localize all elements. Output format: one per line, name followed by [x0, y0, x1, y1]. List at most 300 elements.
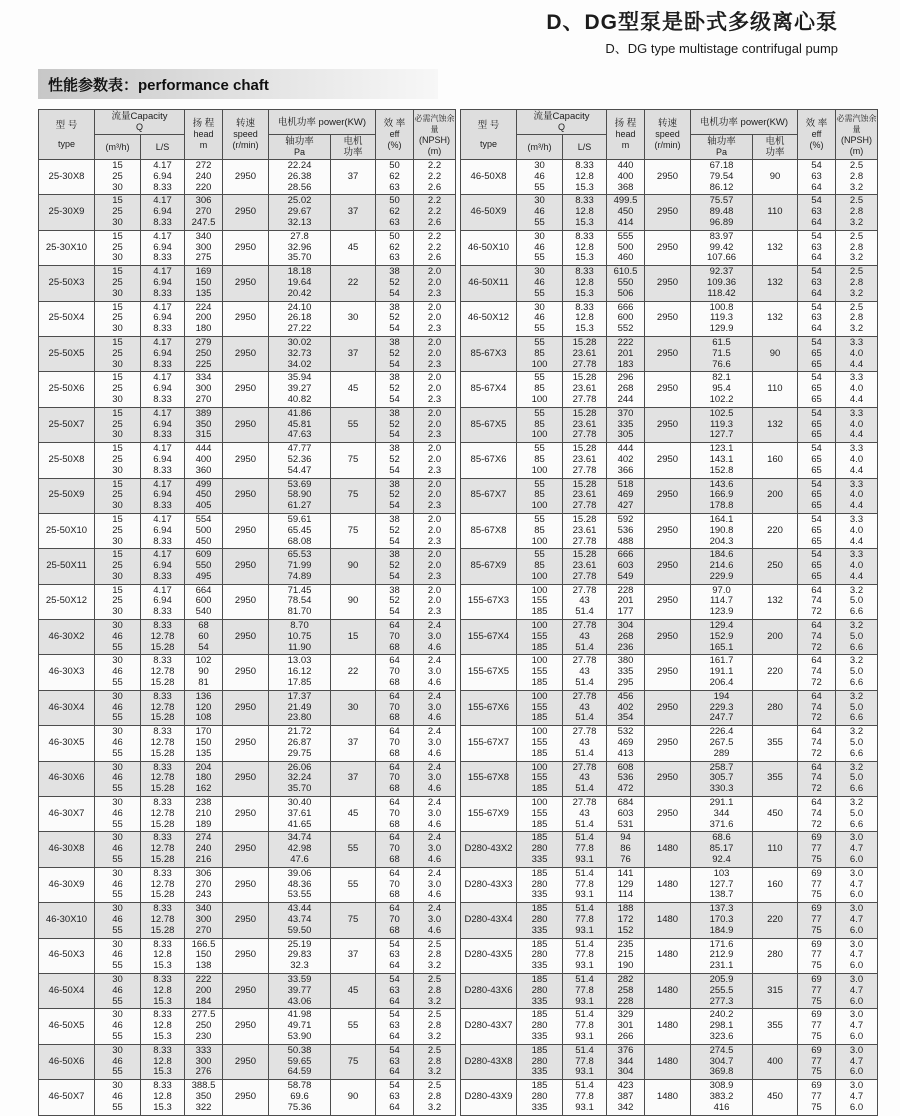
pump-row	[461, 690, 878, 725]
page-subtitle: D、DG type multistage contrifugal pump	[605, 41, 838, 56]
pump-row	[39, 584, 456, 619]
shaft-power-values: 68.6 85.17 92.4	[691, 832, 753, 867]
capacity-ls: 4.17 6.94 8.33	[141, 336, 185, 371]
npsh-values: 3.3 4.0 4.4	[836, 478, 878, 513]
motor-power-value: 55	[331, 407, 376, 442]
motor-power-value: 55	[331, 832, 376, 867]
pump-type: 46-30X9	[39, 867, 95, 902]
pump-type: 155-67X8	[461, 761, 517, 796]
eff-values: 54 63 64	[798, 301, 836, 336]
capacity-ls: 8.33 12.78 15.28	[141, 867, 185, 902]
capacity-m3h: 100 155 185	[517, 655, 563, 690]
npsh-values: 3.2 5.0 6.6	[836, 584, 878, 619]
pump-row	[461, 266, 878, 301]
eff-values: 64 70 68	[376, 655, 414, 690]
capacity-m3h: 30 46 55	[95, 655, 141, 690]
capacity-ls: 4.17 6.94 8.33	[141, 513, 185, 548]
eff-values: 54 63 64	[798, 266, 836, 301]
pump-row	[461, 336, 878, 371]
npsh-values: 3.0 4.7 6.0	[836, 973, 878, 1008]
col-eff: 效 率 eff (%)	[798, 110, 836, 160]
pump-row	[39, 336, 456, 371]
npsh-values: 2.0 2.0 2.3	[414, 301, 456, 336]
head-values: 444 402 366	[607, 443, 645, 478]
shaft-power-values: 129.4 152.9 165.1	[691, 620, 753, 655]
pump-type: 46-50X9	[461, 195, 517, 230]
pump-row	[461, 655, 878, 690]
pump-type: 25-50X4	[39, 301, 95, 336]
eff-values: 69 77 75	[798, 938, 836, 973]
capacity-ls: 51.4 77.8 93.1	[563, 832, 607, 867]
speed-value: 2950	[645, 584, 691, 619]
capacity-m3h: 30 46 55	[517, 266, 563, 301]
col-head: 扬 程 head m	[185, 110, 223, 160]
capacity-m3h: 55 85 100	[517, 372, 563, 407]
shaft-power-values: 26.06 32.24 35.70	[269, 761, 331, 796]
pump-type: 25-50X6	[39, 372, 95, 407]
pump-row	[39, 797, 456, 832]
capacity-ls: 4.17 6.94 8.33	[141, 443, 185, 478]
head-values: 222 201 183	[607, 336, 645, 371]
head-values: 188 172 152	[607, 903, 645, 938]
capacity-m3h: 100 155 185	[517, 797, 563, 832]
shaft-power-values: 47.77 52.36 54.47	[269, 443, 331, 478]
pump-type: 155-67X9	[461, 797, 517, 832]
eff-values: 38 52 54	[376, 513, 414, 548]
motor-power-value: 132	[753, 266, 798, 301]
col-capacity-m3h: (m³/h)	[517, 135, 563, 160]
col-capacity: 流量Capacity Q	[95, 110, 185, 135]
head-values: 204 180 162	[185, 761, 223, 796]
capacity-m3h: 100 155 185	[517, 726, 563, 761]
head-values: 136 120 108	[185, 690, 223, 725]
speed-value: 2950	[223, 301, 269, 336]
pump-row	[39, 832, 456, 867]
capacity-ls: 8.33 12.78 15.28	[141, 690, 185, 725]
capacity-m3h: 185 280 335	[517, 973, 563, 1008]
pump-row	[461, 230, 878, 265]
col-speed: 转速 speed (r/min)	[645, 110, 691, 160]
capacity-m3h: 15 25 30	[95, 372, 141, 407]
speed-value: 2950	[645, 301, 691, 336]
head-values: 684 603 531	[607, 797, 645, 832]
motor-power-value: 37	[331, 761, 376, 796]
pump-type: 85-67X4	[461, 372, 517, 407]
capacity-ls: 15.28 23.61 27.78	[563, 513, 607, 548]
capacity-ls: 27.78 43 51.4	[563, 726, 607, 761]
speed-value: 1480	[645, 832, 691, 867]
eff-values: 50 62 63	[376, 160, 414, 195]
speed-value: 2950	[223, 230, 269, 265]
capacity-m3h: 15 25 30	[95, 584, 141, 619]
pump-type: 25-50X9	[39, 478, 95, 513]
pump-type: 46-50X11	[461, 266, 517, 301]
capacity-m3h: 15 25 30	[95, 549, 141, 584]
performance-table-right	[460, 109, 878, 1116]
capacity-m3h: 30 46 55	[95, 620, 141, 655]
npsh-values: 2.0 2.0 2.3	[414, 336, 456, 371]
shaft-power-values: 102.5 119.3 127.7	[691, 407, 753, 442]
capacity-m3h: 185 280 335	[517, 867, 563, 902]
capacity-ls: 15.28 23.61 27.78	[563, 443, 607, 478]
motor-power-value: 90	[753, 336, 798, 371]
shaft-power-values: 27.8 32.96 35.70	[269, 230, 331, 265]
eff-values: 54 63 64	[376, 1009, 414, 1044]
eff-values: 69 77 75	[798, 1009, 836, 1044]
table-header	[39, 110, 456, 160]
eff-values: 54 65 65	[798, 336, 836, 371]
motor-power-value: 22	[331, 655, 376, 690]
capacity-m3h: 55 85 100	[517, 478, 563, 513]
head-values: 170 150 135	[185, 726, 223, 761]
shaft-power-values: 226.4 267.5 289	[691, 726, 753, 761]
npsh-values: 2.5 2.8 3.2	[414, 1009, 456, 1044]
eff-values: 54 63 64	[376, 973, 414, 1008]
npsh-values: 2.4 3.0 4.6	[414, 690, 456, 725]
pump-type: 85-67X7	[461, 478, 517, 513]
capacity-m3h: 30 46 55	[95, 1009, 141, 1044]
npsh-values: 2.0 2.0 2.3	[414, 584, 456, 619]
col-head: 扬 程 head m	[607, 110, 645, 160]
shaft-power-values: 25.02 29.67 32.13	[269, 195, 331, 230]
capacity-ls: 8.33 12.78 15.28	[141, 903, 185, 938]
capacity-m3h: 30 46 55	[517, 160, 563, 195]
shaft-power-values: 164.1 190.8 204.3	[691, 513, 753, 548]
pump-type: 46-50X8	[461, 160, 517, 195]
head-values: 235 215 190	[607, 938, 645, 973]
motor-power-value: 75	[331, 513, 376, 548]
col-motor-power: 电机 功率	[753, 135, 798, 160]
capacity-m3h: 30 46 55	[95, 797, 141, 832]
pump-type: 155-67X5	[461, 655, 517, 690]
speed-value: 2950	[223, 195, 269, 230]
capacity-m3h: 30 46 55	[95, 1080, 141, 1115]
npsh-values: 2.5 2.8 3.2	[414, 973, 456, 1008]
eff-values: 64 70 68	[376, 867, 414, 902]
speed-value: 2950	[645, 478, 691, 513]
shaft-power-values: 67.18 79.54 86.12	[691, 160, 753, 195]
pump-row	[39, 1080, 456, 1115]
capacity-ls: 15.28 23.61 27.78	[563, 372, 607, 407]
head-values: 499 450 405	[185, 478, 223, 513]
pump-row	[39, 973, 456, 1008]
speed-value: 1480	[645, 1080, 691, 1115]
pump-type: D280-43X7	[461, 1009, 517, 1044]
pump-type: D280-43X2	[461, 832, 517, 867]
pump-row	[39, 160, 456, 195]
eff-values: 69 77 75	[798, 1080, 836, 1115]
shaft-power-values: 71.45 78.54 81.70	[269, 584, 331, 619]
capacity-m3h: 30 46 55	[95, 690, 141, 725]
capacity-ls: 15.28 23.61 27.78	[563, 478, 607, 513]
pump-row	[461, 797, 878, 832]
capacity-m3h: 30 46 55	[517, 230, 563, 265]
table-header	[461, 110, 878, 160]
eff-values: 64 74 72	[798, 620, 836, 655]
pump-type: 85-67X9	[461, 549, 517, 584]
pump-row	[461, 1080, 878, 1115]
head-values: 555 500 460	[607, 230, 645, 265]
capacity-m3h: 15 25 30	[95, 160, 141, 195]
speed-value: 1480	[645, 938, 691, 973]
eff-values: 54 63 64	[798, 195, 836, 230]
motor-power-value: 132	[753, 584, 798, 619]
shaft-power-values: 53.69 58.90 61.27	[269, 478, 331, 513]
capacity-m3h: 185 280 335	[517, 1044, 563, 1079]
speed-value: 2950	[223, 336, 269, 371]
head-values: 440 400 368	[607, 160, 645, 195]
pump-type: 25-30X10	[39, 230, 95, 265]
capacity-m3h: 30 46 55	[95, 726, 141, 761]
capacity-ls: 8.33 12.78 15.28	[141, 761, 185, 796]
pump-type: D280-43X5	[461, 938, 517, 973]
capacity-ls: 4.17 6.94 8.33	[141, 301, 185, 336]
head-values: 329 301 266	[607, 1009, 645, 1044]
speed-value: 2950	[223, 160, 269, 195]
capacity-m3h: 185 280 335	[517, 903, 563, 938]
eff-values: 64 70 68	[376, 797, 414, 832]
shaft-power-values: 75.57 89.48 96.89	[691, 195, 753, 230]
col-npsh: 必需汽蚀余量 (NPSH) (m)	[414, 110, 456, 160]
eff-values: 69 77 75	[798, 1044, 836, 1079]
npsh-values: 3.0 4.7 6.0	[836, 903, 878, 938]
head-values: 238 210 189	[185, 797, 223, 832]
npsh-values: 2.4 3.0 4.6	[414, 655, 456, 690]
npsh-values: 2.0 2.0 2.3	[414, 407, 456, 442]
speed-value: 2950	[223, 1009, 269, 1044]
capacity-m3h: 15 25 30	[95, 478, 141, 513]
motor-power-value: 37	[331, 336, 376, 371]
table-body-right	[461, 160, 878, 1116]
head-values: 608 536 472	[607, 761, 645, 796]
capacity-m3h: 100 155 185	[517, 584, 563, 619]
capacity-ls: 51.4 77.8 93.1	[563, 938, 607, 973]
capacity-ls: 4.17 6.94 8.33	[141, 584, 185, 619]
shaft-power-values: 82.1 95.4 102.2	[691, 372, 753, 407]
capacity-m3h: 185 280 335	[517, 1009, 563, 1044]
capacity-m3h: 15 25 30	[95, 230, 141, 265]
shaft-power-values: 123.1 143.1 152.8	[691, 443, 753, 478]
eff-values: 69 77 75	[798, 832, 836, 867]
motor-power-value: 55	[331, 1009, 376, 1044]
capacity-ls: 8.33 12.78 15.28	[141, 797, 185, 832]
eff-values: 54 65 65	[798, 407, 836, 442]
speed-value: 2950	[223, 726, 269, 761]
npsh-values: 3.2 5.0 6.6	[836, 726, 878, 761]
shaft-power-values: 171.6 212.9 231.1	[691, 938, 753, 973]
speed-value: 2950	[223, 620, 269, 655]
pump-row	[39, 549, 456, 584]
npsh-values: 2.5 2.8 3.2	[414, 1044, 456, 1079]
capacity-m3h: 185 280 335	[517, 832, 563, 867]
npsh-values: 2.4 3.0 4.6	[414, 903, 456, 938]
motor-power-value: 30	[331, 301, 376, 336]
motor-power-value: 110	[753, 195, 798, 230]
eff-values: 54 63 64	[798, 160, 836, 195]
capacity-m3h: 100 155 185	[517, 690, 563, 725]
pump-type: 46-30X3	[39, 655, 95, 690]
motor-power-value: 280	[753, 690, 798, 725]
capacity-ls: 8.33 12.8 15.3	[141, 938, 185, 973]
speed-value: 2950	[645, 549, 691, 584]
npsh-values: 2.5 2.8 3.2	[836, 301, 878, 336]
head-values: 609 550 495	[185, 549, 223, 584]
pump-type: 46-50X7	[39, 1080, 95, 1115]
speed-value: 2950	[223, 584, 269, 619]
motor-power-value: 75	[331, 478, 376, 513]
shaft-power-values: 274.5 304.7 369.8	[691, 1044, 753, 1079]
eff-values: 38 52 54	[376, 443, 414, 478]
capacity-ls: 8.33 12.8 15.3	[141, 1080, 185, 1115]
eff-values: 38 52 54	[376, 549, 414, 584]
pump-row	[461, 1044, 878, 1079]
head-values: 376 344 304	[607, 1044, 645, 1079]
npsh-values: 2.5 2.8 3.2	[836, 160, 878, 195]
capacity-m3h: 15 25 30	[95, 513, 141, 548]
motor-power-value: 37	[331, 160, 376, 195]
pump-type: 25-30X8	[39, 160, 95, 195]
npsh-values: 2.5 2.8 3.2	[836, 195, 878, 230]
col-capacity: 流量Capacity Q	[517, 110, 607, 135]
pump-row	[461, 195, 878, 230]
capacity-m3h: 30 46 55	[95, 761, 141, 796]
pump-type: 85-67X5	[461, 407, 517, 442]
npsh-values: 3.0 4.7 6.0	[836, 1044, 878, 1079]
pump-type: D280-43X9	[461, 1080, 517, 1115]
shaft-power-values: 43.44 43.74 59.50	[269, 903, 331, 938]
head-values: 340 300 270	[185, 903, 223, 938]
pump-row	[39, 761, 456, 796]
pump-row	[461, 372, 878, 407]
shaft-power-values: 97.0 114.7 123.9	[691, 584, 753, 619]
eff-values: 54 65 65	[798, 478, 836, 513]
shaft-power-values: 194 229.3 247.7	[691, 690, 753, 725]
motor-power-value: 75	[331, 903, 376, 938]
pump-row	[461, 938, 878, 973]
capacity-m3h: 185 280 335	[517, 1080, 563, 1115]
pump-row	[39, 407, 456, 442]
shaft-power-values: 25.19 29.83 32.3	[269, 938, 331, 973]
speed-value: 2950	[223, 797, 269, 832]
shaft-power-values: 258.7 305.7 330.3	[691, 761, 753, 796]
speed-value: 2950	[223, 372, 269, 407]
shaft-power-values: 58.78 69.6 75.36	[269, 1080, 331, 1115]
motor-power-value: 45	[331, 973, 376, 1008]
eff-values: 38 52 54	[376, 584, 414, 619]
capacity-ls: 8.33 12.8 15.3	[563, 301, 607, 336]
pump-row	[39, 266, 456, 301]
motor-power-value: 200	[753, 478, 798, 513]
speed-value: 2950	[645, 620, 691, 655]
pump-type: D280-43X4	[461, 903, 517, 938]
pump-row	[461, 443, 878, 478]
capacity-ls: 4.17 6.94 8.33	[141, 407, 185, 442]
capacity-m3h: 55 85 100	[517, 443, 563, 478]
eff-values: 50 62 63	[376, 195, 414, 230]
shaft-power-values: 34.74 42.98 47.6	[269, 832, 331, 867]
eff-values: 38 52 54	[376, 407, 414, 442]
shaft-power-values: 17.37 21.49 23.80	[269, 690, 331, 725]
shaft-power-values: 24.10 26.18 27.22	[269, 301, 331, 336]
head-values: 664 600 540	[185, 584, 223, 619]
capacity-m3h: 30 46 55	[95, 1044, 141, 1079]
npsh-values: 3.0 4.7 6.0	[836, 867, 878, 902]
pump-row	[39, 301, 456, 336]
pump-row	[39, 726, 456, 761]
capacity-m3h: 15 25 30	[95, 443, 141, 478]
npsh-values: 3.3 4.0 4.4	[836, 443, 878, 478]
pump-row	[39, 230, 456, 265]
eff-values: 64 70 68	[376, 903, 414, 938]
head-values: 94 86 76	[607, 832, 645, 867]
pump-type: 46-30X10	[39, 903, 95, 938]
capacity-ls: 27.78 43 51.4	[563, 797, 607, 832]
pump-type: D280-43X3	[461, 867, 517, 902]
npsh-values: 3.3 4.0 4.4	[836, 513, 878, 548]
capacity-m3h: 30 46 55	[517, 195, 563, 230]
shaft-power-values: 13.03 16.12 17.85	[269, 655, 331, 690]
npsh-values: 2.4 3.0 4.6	[414, 832, 456, 867]
npsh-values: 3.3 4.0 4.4	[836, 372, 878, 407]
speed-value: 2950	[645, 513, 691, 548]
npsh-values: 3.2 5.0 6.6	[836, 797, 878, 832]
capacity-ls: 8.33 12.8 15.3	[141, 1009, 185, 1044]
head-values: 518 469 427	[607, 478, 645, 513]
shaft-power-values: 308.9 383.2 416	[691, 1080, 753, 1115]
capacity-ls: 15.28 23.61 27.78	[563, 336, 607, 371]
speed-value: 2950	[223, 867, 269, 902]
capacity-m3h: 15 25 30	[95, 407, 141, 442]
eff-values: 64 70 68	[376, 726, 414, 761]
speed-value: 2950	[645, 266, 691, 301]
npsh-values: 2.4 3.0 4.6	[414, 797, 456, 832]
eff-values: 54 65 65	[798, 443, 836, 478]
head-values: 499.5 450 414	[607, 195, 645, 230]
head-values: 272 240 220	[185, 160, 223, 195]
eff-values: 64 74 72	[798, 761, 836, 796]
motor-power-value: 220	[753, 655, 798, 690]
motor-power-value: 200	[753, 620, 798, 655]
pump-row	[39, 655, 456, 690]
capacity-ls: 4.17 6.94 8.33	[141, 372, 185, 407]
speed-value: 2950	[645, 690, 691, 725]
npsh-values: 2.5 2.8 3.2	[836, 266, 878, 301]
pump-row	[39, 867, 456, 902]
motor-power-value: 45	[331, 372, 376, 407]
npsh-values: 3.2 5.0 6.6	[836, 655, 878, 690]
col-power: 电机功率 power(KW)	[691, 110, 798, 135]
eff-values: 54 63 64	[376, 938, 414, 973]
shaft-power-values: 41.98 49.71 53.90	[269, 1009, 331, 1044]
motor-power-value: 90	[331, 549, 376, 584]
head-values: 592 536 488	[607, 513, 645, 548]
capacity-ls: 15.28 23.61 27.78	[563, 549, 607, 584]
capacity-ls: 51.4 77.8 93.1	[563, 1080, 607, 1115]
capacity-m3h: 30 46 55	[517, 301, 563, 336]
head-values: 306 270 247.5	[185, 195, 223, 230]
pump-row	[461, 160, 878, 195]
speed-value: 2950	[645, 230, 691, 265]
eff-values: 69 77 75	[798, 973, 836, 1008]
npsh-values: 2.5 2.8 3.2	[836, 230, 878, 265]
pump-type: 46-50X5	[39, 1009, 95, 1044]
capacity-m3h: 30 46 55	[95, 832, 141, 867]
motor-power-value: 160	[753, 443, 798, 478]
motor-power-value: 90	[331, 584, 376, 619]
col-capacity-m3h: (m³/h)	[95, 135, 141, 160]
shaft-power-values: 61.5 71.5 76.6	[691, 336, 753, 371]
eff-values: 69 77 75	[798, 867, 836, 902]
